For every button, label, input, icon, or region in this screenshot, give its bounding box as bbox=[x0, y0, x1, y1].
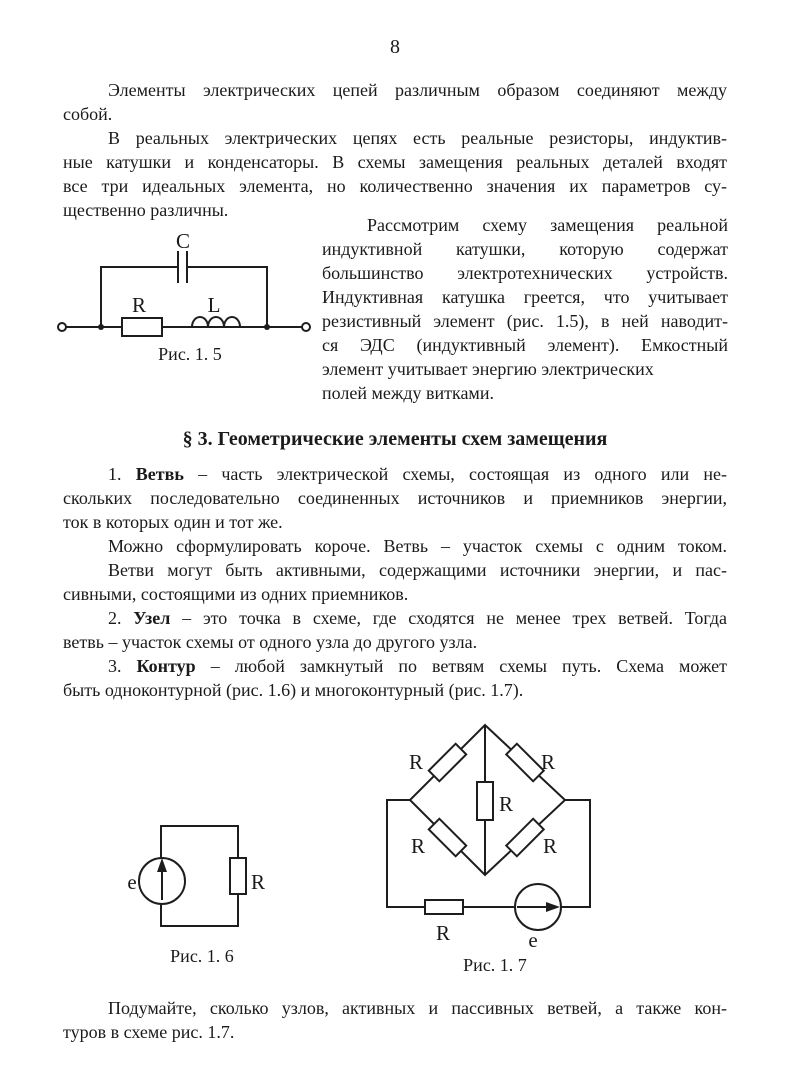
text-line: индуктивной катушки, которую содержат bbox=[322, 239, 728, 259]
resistor-label: R bbox=[498, 792, 514, 816]
capacitor-label: C bbox=[175, 229, 191, 253]
resistor-R-symbol bbox=[122, 318, 162, 336]
resistor-R-symbol bbox=[506, 819, 543, 856]
item-number: 2. bbox=[108, 608, 122, 628]
definition-line bbox=[63, 606, 727, 630]
definition-text: – любой замкнутый по ветвям схемы путь. Схема может bbox=[210, 656, 727, 676]
definition-text: – это точка в схеме, где сходятся не менее трех ветвей. Тогда bbox=[182, 608, 727, 628]
junction-dot bbox=[264, 324, 270, 330]
text-line: собой. bbox=[63, 104, 113, 124]
definition-line bbox=[63, 462, 727, 486]
text-line: Рассмотрим схему замещения реальной bbox=[367, 215, 728, 235]
term-bold: Узел bbox=[133, 608, 171, 628]
resistor-R-symbol bbox=[506, 744, 543, 781]
text-line: Индуктивная катушка греется, что учитывает bbox=[322, 287, 728, 307]
definitions-list bbox=[63, 462, 727, 702]
inductor-L-symbol bbox=[192, 317, 240, 327]
definition-line: скольких последовательно соединенных источников и приемников энергии, bbox=[63, 488, 727, 508]
definition-text: – часть электрической схемы, состоящая из одного или не- bbox=[198, 464, 727, 484]
resistor-R-symbol bbox=[230, 858, 246, 894]
emf-label: e bbox=[528, 928, 538, 952]
text-line: Элементы электрических цепей различным образом соединяют между bbox=[108, 80, 727, 100]
resistor-label: R bbox=[131, 293, 147, 317]
resistor-label: R bbox=[542, 834, 558, 858]
item-number: 3. bbox=[108, 656, 122, 676]
resistor-R-symbol bbox=[429, 819, 466, 856]
resistor-label: R bbox=[435, 921, 451, 945]
fig-1-6-diagram bbox=[118, 812, 270, 940]
page-number: 8 bbox=[390, 36, 400, 58]
resistor-label: R bbox=[410, 834, 426, 858]
text-line: большинство электротехнических устройств. bbox=[322, 263, 728, 283]
resistor-R-symbol bbox=[477, 782, 493, 820]
resistor-R-symbol bbox=[429, 744, 466, 781]
fig-1-5-caption: Рис. 1. 5 bbox=[158, 344, 222, 364]
resistor-label: R bbox=[408, 750, 424, 774]
resistor-label: R bbox=[250, 870, 266, 894]
text-line: В реальных электрических цепях есть реальные резисторы, индуктив- bbox=[108, 128, 727, 148]
definition-line: быть одноконтурной (рис. 1.6) и многоконтурный (рис. 1.7). bbox=[63, 680, 524, 700]
definition-line: сивными, состоящими из одних приемников. bbox=[63, 584, 409, 604]
text-line: элемент учитывает энергию электрических bbox=[322, 359, 654, 379]
fig-1-6-caption: Рис. 1. 6 bbox=[170, 946, 234, 966]
emf-label: e bbox=[127, 870, 137, 894]
fig-1-7-caption: Рис. 1. 7 bbox=[463, 955, 527, 975]
text-line: щественно различны. bbox=[63, 200, 229, 220]
resistor-label: R bbox=[540, 750, 556, 774]
text-line: ся ЭДС (индуктивный элемент). Емкостный bbox=[322, 335, 728, 355]
section-heading: § 3. Геометрические элементы схем замещения bbox=[182, 428, 608, 450]
term-bold: Ветвь bbox=[135, 464, 184, 484]
text-line: ные катушки и конденсаторы. В схемы замещения реальных деталей входят bbox=[63, 152, 727, 172]
text-line: полей между витками. bbox=[322, 383, 494, 403]
definition-line bbox=[63, 654, 727, 678]
coil-paragraph bbox=[322, 213, 728, 405]
text-line: Подумайте, сколько узлов, активных и пассивных ветвей, а также кон- bbox=[108, 998, 727, 1018]
intro-paragraphs bbox=[63, 78, 727, 222]
definition-line: Можно сформулировать короче. Ветвь – участок схемы с одним током. bbox=[108, 536, 727, 556]
text-line: туров в схеме рис. 1.7. bbox=[63, 1022, 235, 1042]
terminal-node bbox=[302, 323, 310, 331]
text-line: все три идеальных элемента, но количественно значения их параметров су- bbox=[63, 176, 727, 196]
definition-line: Ветви могут быть активными, содержащими источники энергии, и пас- bbox=[108, 560, 727, 580]
text-line: резистивный элемент (рис. 1.5), в ней наводит- bbox=[322, 311, 728, 331]
inductor-label: L bbox=[207, 293, 221, 317]
definition-line: ток в которых один и тот же. bbox=[63, 512, 283, 532]
definition-line: ветвь – участок схемы от одного узла до другого узла. bbox=[63, 632, 478, 652]
resistor-R-symbol bbox=[425, 900, 463, 914]
terminal-node bbox=[58, 323, 66, 331]
term-bold: Контур bbox=[136, 656, 196, 676]
fig-1-7-diagram bbox=[376, 713, 606, 958]
junction-dot bbox=[98, 324, 104, 330]
item-number: 1. bbox=[108, 464, 122, 484]
closing-paragraph bbox=[63, 996, 727, 1044]
